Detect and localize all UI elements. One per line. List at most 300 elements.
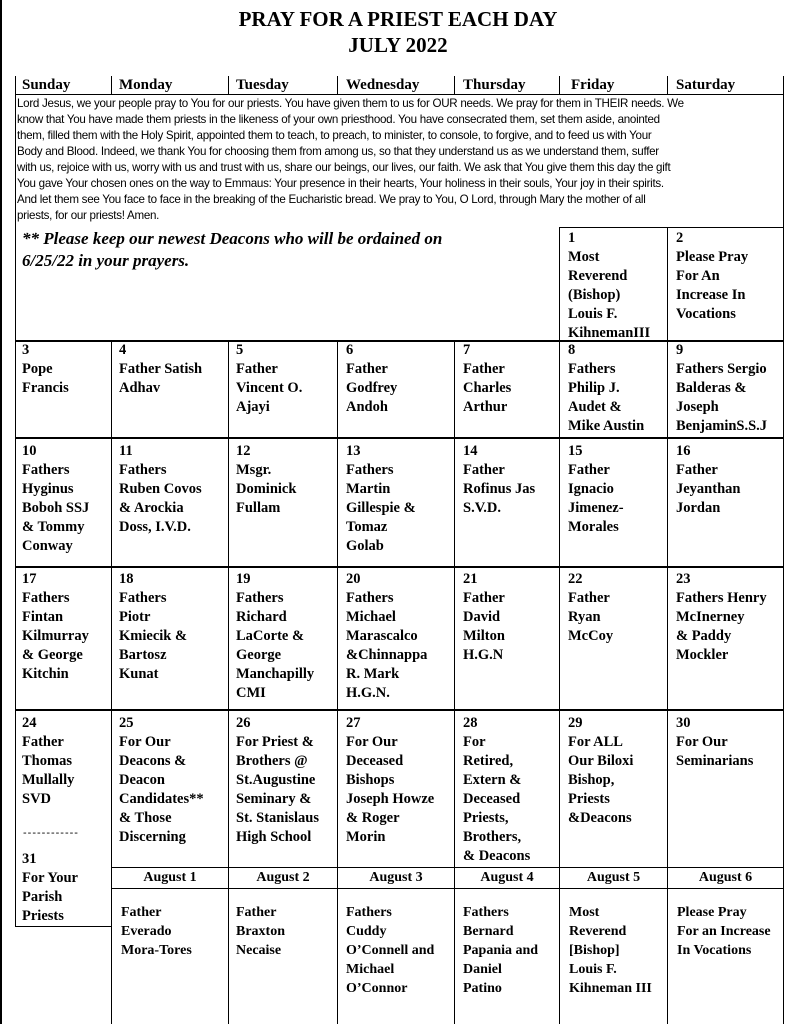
intention-line: Father bbox=[236, 905, 277, 920]
intention-line: Manchapilly bbox=[236, 666, 315, 682]
day-number: 1 bbox=[568, 230, 576, 246]
day-intention bbox=[236, 733, 319, 847]
grid-line bbox=[111, 340, 112, 1024]
day-intention bbox=[22, 461, 89, 556]
intention-line: Kunat bbox=[119, 666, 159, 682]
weekday-sunday: Sunday bbox=[22, 77, 71, 93]
intention-line: Dominick bbox=[236, 481, 297, 497]
day-intention bbox=[119, 733, 204, 847]
intention-line: H.G.N bbox=[463, 647, 504, 663]
day-cell-5 bbox=[236, 341, 302, 417]
intention-line: Morin bbox=[346, 829, 386, 845]
grid-line bbox=[454, 340, 455, 1024]
day-intention bbox=[463, 903, 538, 998]
day-intention bbox=[119, 461, 202, 537]
day-intention bbox=[463, 360, 511, 417]
grid-line bbox=[15, 76, 16, 927]
intention-line: Please Pray bbox=[677, 905, 747, 920]
day-intention bbox=[569, 903, 652, 998]
intention-line: Fathers bbox=[236, 590, 284, 606]
day-number: 9 bbox=[676, 342, 684, 358]
intention-line: Discerning bbox=[119, 829, 186, 845]
day-intention bbox=[676, 248, 748, 324]
august-label: August 1 bbox=[143, 870, 197, 885]
intention-line: Father bbox=[568, 590, 610, 606]
day-cell-17 bbox=[22, 570, 89, 684]
day-number: 3 bbox=[22, 342, 30, 358]
august-cell-6 bbox=[677, 903, 771, 960]
day-intention bbox=[22, 589, 89, 684]
day-number: 13 bbox=[346, 443, 361, 459]
intention-line: Jeyanthan bbox=[676, 481, 741, 497]
day-intention bbox=[119, 589, 187, 684]
day-number: 20 bbox=[346, 571, 361, 587]
intention-line: Father bbox=[236, 361, 278, 377]
intention-line: Pope bbox=[22, 361, 53, 377]
intention-line: Richard bbox=[236, 609, 287, 625]
intention-line: George bbox=[236, 647, 282, 663]
day-cell-24 bbox=[22, 714, 74, 809]
intention-line: Gillespie & bbox=[346, 500, 416, 516]
intention-line: For An bbox=[676, 268, 720, 284]
intention-line: Priests bbox=[22, 908, 64, 924]
august-label: August 2 bbox=[256, 870, 310, 885]
day-cell-21 bbox=[463, 570, 505, 665]
intention-line: Philip J. bbox=[568, 380, 620, 396]
august-label: August 5 bbox=[586, 870, 641, 885]
day-cell-18 bbox=[119, 570, 187, 684]
day-number: 10 bbox=[22, 443, 37, 459]
intention-line: High School bbox=[236, 829, 312, 845]
august-label: August 4 bbox=[480, 870, 534, 885]
day-cell-20 bbox=[346, 570, 427, 703]
day-intention bbox=[463, 461, 535, 518]
day-number: 22 bbox=[568, 571, 583, 587]
day-cell-31 bbox=[22, 850, 78, 926]
day-cell-25 bbox=[119, 714, 204, 847]
day-number: 31 bbox=[22, 851, 37, 867]
intention-line: Milton bbox=[463, 628, 505, 644]
day-number: 24 bbox=[22, 715, 37, 731]
intention-line: Deacon bbox=[119, 772, 165, 788]
grid-line bbox=[15, 709, 784, 711]
prayer-line: know that You have made them priests in the likeness of your own priesthood. You have consecrated them, set them aside, anointed bbox=[17, 113, 660, 126]
intention-line: Parish bbox=[22, 889, 63, 905]
deacons-note bbox=[22, 228, 552, 272]
intention-line: LaCorte & bbox=[236, 628, 305, 644]
day-cell-2 bbox=[676, 229, 748, 324]
day-cell-11 bbox=[119, 442, 202, 537]
intention-line: Fathers bbox=[22, 590, 70, 606]
day-intention bbox=[568, 733, 633, 828]
day-number: 7 bbox=[463, 342, 471, 358]
day-intention bbox=[676, 461, 740, 518]
grid-line bbox=[337, 340, 338, 1024]
intention-line: Father bbox=[121, 905, 162, 920]
prayer-line: Body and Blood. Indeed, we thank You for choosing them from among us, so that they understand us as we understand them, suffer bbox=[17, 145, 659, 158]
august-cell-4 bbox=[463, 903, 538, 998]
day-number: 15 bbox=[568, 443, 583, 459]
intention-line: McInerney bbox=[676, 609, 745, 625]
intention-line: Brothers, bbox=[463, 829, 522, 845]
page-left-border bbox=[0, 0, 2, 1024]
grid-line bbox=[667, 76, 668, 94]
day-intention bbox=[676, 360, 767, 436]
intention-line: & Paddy bbox=[676, 628, 732, 644]
day-number: 5 bbox=[236, 342, 244, 358]
grid-line bbox=[228, 76, 229, 94]
august-cell-3 bbox=[346, 903, 434, 998]
prayer-line: them, filled them with the Holy Spirit, appointed them to teach, to preach, to minister, to console, to forgive, and to feed us with Your bbox=[17, 129, 652, 142]
intention-line: Ryan bbox=[568, 609, 601, 625]
intention-line: Father bbox=[22, 734, 64, 750]
intention-line: Bartosz bbox=[119, 647, 167, 663]
page-title: PRAY FOR A PRIEST EACH DAY bbox=[238, 7, 558, 31]
day-cell-6 bbox=[346, 341, 397, 417]
intention-line: Golab bbox=[346, 538, 384, 554]
day-cell-29 bbox=[568, 714, 633, 828]
intention-line: Vincent O. bbox=[236, 380, 303, 396]
intention-line: Michael bbox=[346, 962, 395, 977]
intention-line: Deacons & bbox=[119, 753, 187, 769]
day-number: 28 bbox=[463, 715, 478, 731]
day-number: 29 bbox=[568, 715, 583, 731]
intention-line: Jimenez- bbox=[568, 500, 624, 516]
intention-line: Morales bbox=[568, 519, 619, 535]
intention-line: Hyginus bbox=[22, 481, 74, 497]
note-line: ** Please keep our newest Deacons who will be ordained on bbox=[22, 229, 443, 248]
intention-line: Louis F. bbox=[568, 306, 618, 322]
intention-line: & Those bbox=[119, 810, 172, 826]
month-subtitle: JULY 2022 bbox=[348, 33, 448, 57]
intention-line: Father bbox=[568, 462, 610, 478]
day-intention bbox=[22, 869, 78, 926]
weekday-monday: Monday bbox=[119, 77, 173, 93]
intention-line: Extern & bbox=[463, 772, 522, 788]
grid-line bbox=[559, 340, 560, 1024]
intention-line: Louis F. bbox=[569, 962, 617, 977]
intention-line: Deceased bbox=[346, 753, 404, 769]
day-cell-3 bbox=[22, 341, 69, 398]
day-number: 14 bbox=[463, 443, 478, 459]
intention-line: & Tommy bbox=[22, 519, 85, 535]
day-cell-13 bbox=[346, 442, 416, 556]
grid-line bbox=[15, 437, 784, 439]
intention-line: Cuddy bbox=[346, 924, 387, 939]
day-intention bbox=[676, 733, 753, 771]
day-intention bbox=[568, 589, 613, 646]
intention-line: Father bbox=[676, 462, 718, 478]
day-number: 4 bbox=[119, 342, 127, 358]
intention-line: Balderas & bbox=[676, 380, 747, 396]
priest-prayer bbox=[17, 96, 783, 224]
day-number: 18 bbox=[119, 571, 134, 587]
intention-line: Kitchin bbox=[22, 666, 69, 682]
intention-line: Vocations bbox=[676, 306, 736, 322]
grid-line bbox=[15, 566, 784, 568]
grid-line bbox=[337, 76, 338, 94]
intention-line: O’Connell and bbox=[346, 943, 435, 958]
grid-line bbox=[228, 340, 229, 1024]
intention-line: Father bbox=[463, 590, 505, 606]
grid-line bbox=[783, 76, 784, 1024]
intention-line: For Our bbox=[676, 734, 728, 750]
intention-line: Candidates** bbox=[119, 791, 204, 807]
grid-line bbox=[559, 76, 560, 94]
intention-line: For Our bbox=[119, 734, 171, 750]
august-cell-5 bbox=[569, 903, 652, 998]
intention-line: Our Biloxi bbox=[568, 753, 634, 769]
intention-line: Ruben Covos bbox=[119, 481, 202, 497]
intention-line: Fathers bbox=[463, 905, 509, 920]
intention-line: Andoh bbox=[346, 399, 388, 415]
day-cell-23 bbox=[676, 570, 767, 665]
intention-line: R. Mark bbox=[346, 666, 400, 682]
prayer-line: Lord Jesus, we your people pray to You for our priests. You have given them to us for OUR needs. We pray for them in THEIR needs. We bbox=[17, 97, 684, 110]
intention-line: Daniel bbox=[463, 962, 502, 977]
day-cell-26 bbox=[236, 714, 319, 847]
day-intention bbox=[236, 589, 314, 703]
grid-line bbox=[559, 227, 560, 341]
intention-line: Ignacio bbox=[568, 481, 614, 497]
day-intention bbox=[346, 461, 416, 556]
intention-line: Father bbox=[463, 361, 505, 377]
day-intention bbox=[121, 903, 192, 960]
intention-line: [Bishop] bbox=[569, 943, 620, 958]
day-cell-10 bbox=[22, 442, 89, 556]
day-number: 27 bbox=[346, 715, 361, 731]
day-cell-28 bbox=[463, 714, 530, 866]
august-label: August 3 bbox=[369, 870, 423, 885]
day-intention bbox=[22, 360, 69, 398]
day-number: 26 bbox=[236, 715, 251, 731]
intention-line: Father bbox=[463, 462, 505, 478]
intention-line: Necaise bbox=[236, 943, 282, 958]
weekday-thursday: Thursday bbox=[463, 77, 526, 93]
intention-line: Francis bbox=[22, 380, 69, 396]
grid-line bbox=[15, 94, 784, 95]
prayer-line: priests, for our priests! Amen. bbox=[17, 209, 160, 222]
grid-line bbox=[667, 227, 668, 341]
prayer-line: And let them see You face to face in the breaking of the Eucharistic bread. We pray to You, O Lord, through Mary the mother of all bbox=[17, 193, 646, 206]
intention-line: Father bbox=[346, 361, 388, 377]
day-number: 16 bbox=[676, 443, 691, 459]
intention-line: Fathers bbox=[346, 905, 392, 920]
day-intention bbox=[236, 360, 302, 417]
day-intention bbox=[236, 903, 285, 960]
intention-line: Increase In bbox=[676, 287, 746, 303]
day-intention bbox=[568, 461, 624, 537]
day-cell-30 bbox=[676, 714, 753, 771]
intention-line: Marascalco bbox=[346, 628, 418, 644]
intention-line: Fathers Sergio bbox=[676, 361, 767, 377]
intention-line: Kmiecik & bbox=[119, 628, 188, 644]
day-cell-16 bbox=[676, 442, 740, 518]
grid-line bbox=[559, 227, 784, 228]
day-intention bbox=[677, 903, 771, 960]
day-cell-9 bbox=[676, 341, 767, 436]
day-cell-27 bbox=[346, 714, 434, 847]
prayer-line: You gave Your chosen ones on the way to Emmaus: Your presence in their hearts, Your holiness in their souls, Your joy in their spirits. bbox=[17, 177, 664, 190]
weekday-tuesday: Tuesday bbox=[236, 77, 289, 93]
day-cell-7 bbox=[463, 341, 511, 417]
day-intention bbox=[22, 733, 74, 809]
intention-line: Arthur bbox=[463, 399, 508, 415]
intention-line: &Deacons bbox=[568, 810, 632, 826]
intention-line: Mockler bbox=[676, 647, 729, 663]
dashed-separator: ------------ bbox=[23, 827, 79, 839]
intention-line: Fathers bbox=[568, 361, 616, 377]
weekday-friday: Friday bbox=[571, 77, 615, 93]
intention-line: Martin bbox=[346, 481, 391, 497]
intention-line: Everado bbox=[121, 924, 172, 939]
intention-line: & Roger bbox=[346, 810, 400, 826]
intention-line: CMI bbox=[236, 685, 266, 701]
prayer-line: with us, rejoice with us, worry with us and trust with us, share our beings, our lives, our faith. We ask that You give them this day the gift bbox=[17, 161, 671, 174]
intention-line: Fathers bbox=[346, 590, 394, 606]
intention-line: Jordan bbox=[676, 500, 721, 516]
day-number: 6 bbox=[346, 342, 354, 358]
day-cell-8 bbox=[568, 341, 644, 436]
intention-line: SVD bbox=[22, 791, 52, 807]
intention-line: Kilmurray bbox=[22, 628, 89, 644]
intention-line: For ALL bbox=[568, 734, 623, 750]
day-intention bbox=[568, 360, 644, 436]
intention-line: Most bbox=[568, 249, 600, 265]
intention-line: Retired, bbox=[463, 753, 514, 769]
intention-line: For an Increase bbox=[677, 924, 771, 939]
intention-line: Seminarians bbox=[676, 753, 754, 769]
intention-line: Father Satish bbox=[119, 361, 203, 377]
intention-line: Adhav bbox=[119, 380, 161, 396]
day-intention bbox=[676, 589, 767, 665]
intention-line: For Your bbox=[22, 870, 78, 886]
day-intention bbox=[346, 733, 434, 847]
intention-line: Mike Austin bbox=[568, 418, 645, 434]
grid-line bbox=[667, 340, 668, 1024]
day-intention bbox=[346, 589, 427, 703]
intention-line: Reverend bbox=[569, 924, 627, 939]
day-intention bbox=[463, 589, 505, 665]
intention-line: Priests, bbox=[463, 810, 509, 826]
august-cell-1 bbox=[121, 903, 192, 960]
intention-line: Conway bbox=[22, 538, 73, 554]
intention-line: O’Connor bbox=[346, 981, 408, 996]
intention-line: For Priest & bbox=[236, 734, 314, 750]
intention-line: S.V.D. bbox=[463, 500, 502, 516]
intention-line: & Arockia bbox=[119, 500, 184, 516]
intention-line: For Our bbox=[346, 734, 398, 750]
intention-line: St. Stanislaus bbox=[236, 810, 320, 826]
intention-line: Mullally bbox=[22, 772, 75, 788]
day-number: 21 bbox=[463, 571, 478, 587]
intention-line: Fathers Henry bbox=[676, 590, 767, 606]
grid-line bbox=[111, 867, 784, 868]
weekday-wednesday: Wednesday bbox=[346, 77, 420, 93]
intention-line: Bishops bbox=[346, 772, 395, 788]
day-number: 30 bbox=[676, 715, 691, 731]
intention-line: Fintan bbox=[22, 609, 64, 625]
day-cell-15 bbox=[568, 442, 624, 537]
intention-line: Kihneman III bbox=[569, 981, 652, 996]
intention-line: Bernard bbox=[463, 924, 514, 939]
intention-line: Fathers bbox=[119, 462, 167, 478]
intention-line: Tomaz bbox=[346, 519, 388, 535]
intention-line: Piotr bbox=[119, 609, 151, 625]
intention-line: Fathers bbox=[346, 462, 394, 478]
intention-line: Thomas bbox=[22, 753, 72, 769]
day-cell-12 bbox=[236, 442, 296, 518]
day-intention bbox=[463, 733, 530, 866]
day-cell-1 bbox=[568, 229, 650, 343]
intention-line: Doss, I.V.D. bbox=[119, 519, 191, 535]
intention-line: Fathers bbox=[22, 462, 70, 478]
intention-line: &Chinnappa bbox=[346, 647, 428, 663]
intention-line: (Bishop) bbox=[568, 287, 621, 303]
intention-line: Joseph Howze bbox=[346, 791, 435, 807]
day-number: 8 bbox=[568, 342, 576, 358]
day-cell-22 bbox=[568, 570, 613, 646]
day-intention bbox=[568, 248, 650, 343]
intention-line: Please Pray bbox=[676, 249, 749, 265]
august-cell-2 bbox=[236, 903, 285, 960]
day-number: 12 bbox=[236, 443, 251, 459]
intention-line: & George bbox=[22, 647, 83, 663]
intention-line: Charles bbox=[463, 380, 512, 396]
day-number: 23 bbox=[676, 571, 691, 587]
intention-line: Fathers bbox=[119, 590, 167, 606]
intention-line: & Deacons bbox=[463, 848, 531, 864]
intention-line: Papania and bbox=[463, 943, 539, 958]
intention-line: Deceased bbox=[463, 791, 521, 807]
intention-line: McCoy bbox=[568, 628, 614, 644]
intention-line: Priests bbox=[568, 791, 610, 807]
day-cell-14 bbox=[463, 442, 535, 518]
day-number: 17 bbox=[22, 571, 37, 587]
grid-line bbox=[15, 926, 112, 927]
day-cell-4 bbox=[119, 341, 202, 398]
day-number: 19 bbox=[236, 571, 251, 587]
weekday-saturday: Saturday bbox=[676, 77, 736, 93]
intention-line: Most bbox=[569, 905, 600, 920]
intention-line: Audet & bbox=[568, 399, 622, 415]
intention-line: Reverend bbox=[568, 268, 628, 284]
note-line: 6/25/22 in your prayers. bbox=[22, 251, 190, 270]
intention-line: Msgr. bbox=[236, 462, 272, 478]
day-intention bbox=[346, 360, 397, 417]
day-cell-19 bbox=[236, 570, 314, 703]
intention-line: Fullam bbox=[236, 500, 281, 516]
intention-line: Bishop, bbox=[568, 772, 615, 788]
intention-line: Rofinus Jas bbox=[463, 481, 536, 497]
grid-line bbox=[111, 76, 112, 94]
day-number: 25 bbox=[119, 715, 134, 731]
intention-line: Patino bbox=[463, 981, 502, 996]
day-intention bbox=[346, 903, 434, 998]
intention-line: Boboh SSJ bbox=[22, 500, 90, 516]
intention-line: Seminary & bbox=[236, 791, 312, 807]
day-number: 11 bbox=[119, 443, 133, 459]
intention-line: Godfrey bbox=[346, 380, 398, 396]
intention-line: Brothers @ bbox=[236, 753, 308, 769]
grid-line bbox=[454, 76, 455, 94]
intention-line: Michael bbox=[346, 609, 396, 625]
intention-line: In Vocations bbox=[677, 943, 752, 958]
intention-line: For bbox=[463, 734, 486, 750]
intention-line: Braxton bbox=[236, 924, 285, 939]
day-number: 2 bbox=[676, 230, 684, 246]
intention-line: Joseph bbox=[676, 399, 719, 415]
